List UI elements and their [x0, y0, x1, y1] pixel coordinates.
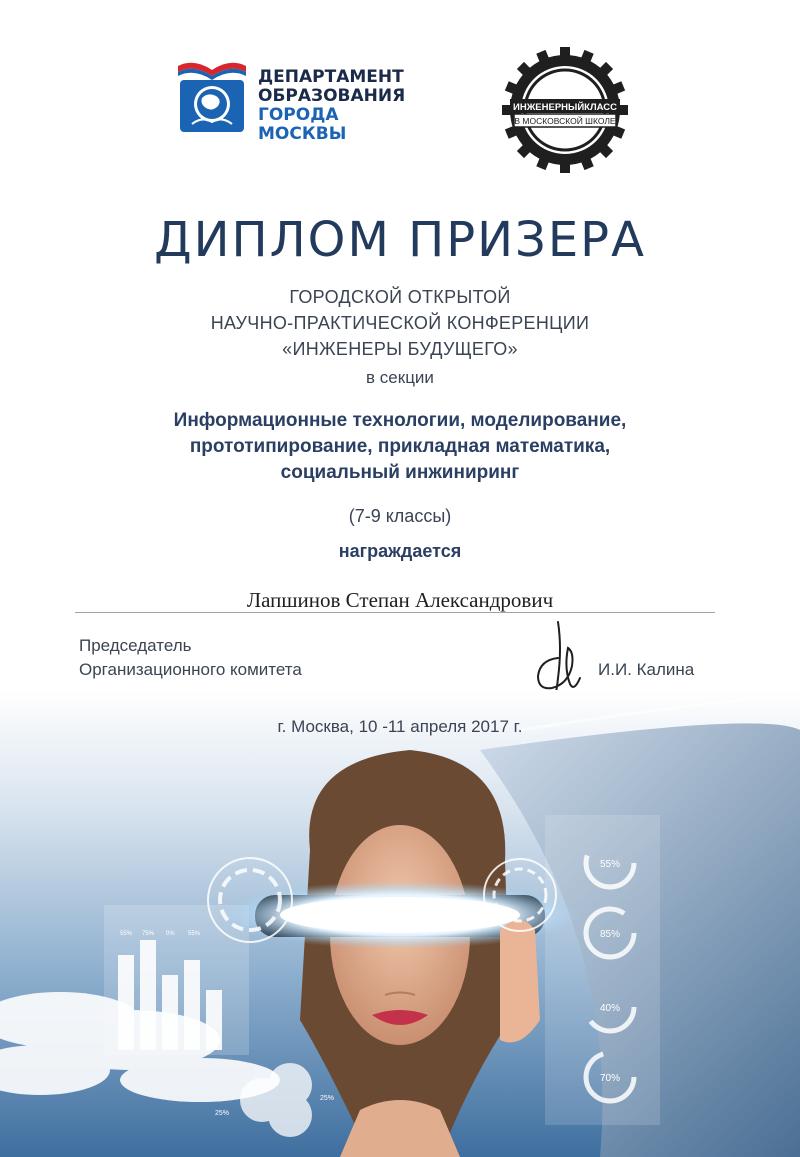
- place-and-date: г. Москва, 10 -11 апреля 2017 г.: [277, 717, 523, 736]
- bar-label-3: 0%: [166, 931, 175, 937]
- section-name-line-2: прототипирование, прикладная математика,: [189, 436, 611, 457]
- conference-line-2: НАУЧНО-ПРАКТИЧЕСКОЙ КОНФЕРЕНЦИИ: [210, 313, 590, 333]
- gauge-label-2: 85%: [599, 929, 621, 940]
- gauge-label-1: 55%: [599, 859, 621, 870]
- vr-headset-illustration: [0, 690, 800, 1157]
- chair-title-line-1: Председатель: [79, 636, 192, 655]
- gauge-label-3: 40%: [599, 1003, 621, 1014]
- bar-label-4: 55%: [188, 931, 201, 937]
- recipient-underline: [75, 612, 715, 613]
- section-prefix: в секции: [366, 368, 434, 387]
- gauge-label-4: 70%: [599, 1073, 621, 1084]
- section-name-line-3: социальный инжиниринг: [280, 462, 520, 483]
- chair-name: И.И. Калина: [598, 660, 695, 679]
- bar-label-2: 75%: [142, 931, 155, 937]
- pie-label-3: 25%: [320, 1095, 335, 1102]
- chair-title-line-2: Организационного комитета: [79, 660, 302, 679]
- diploma-title: ДИПЛОМ ПРИЗЕРА: [154, 212, 646, 268]
- recipient-name: Лапшинов Степан Александрович: [246, 588, 554, 612]
- engineering-class-logo: [500, 45, 630, 175]
- gear-icon: [500, 45, 630, 175]
- department-line-2: ОБРАЗОВАНИЯ: [258, 86, 406, 106]
- awarded-label: награждается: [338, 541, 462, 561]
- department-logo: [172, 58, 406, 144]
- conference-line-1: ГОРОДСКОЙ ОТКРЫТОЙ: [289, 287, 511, 307]
- bar-label-1: 55%: [120, 931, 133, 937]
- conference-line-3: «ИНЖЕНЕРЫ БУДУЩЕГО»: [282, 339, 518, 359]
- engineering-class-line-1: ИНЖЕНЕРНЫЙКЛАСС: [513, 102, 617, 113]
- department-emblem-icon: [172, 58, 252, 134]
- section-name-line-1: Информационные технологии, моделирование,: [173, 410, 627, 431]
- department-line-1: ДЕПАРТАМЕНТ: [258, 67, 404, 87]
- grades-range: (7-9 классы): [348, 506, 452, 526]
- engineering-class-line-2: В МОСКОВСКОЙ ШКОЛЕ: [514, 116, 616, 126]
- pie-label-2: 25%: [215, 1110, 230, 1117]
- department-line-3: ГОРОДА МОСКВЫ: [258, 105, 347, 144]
